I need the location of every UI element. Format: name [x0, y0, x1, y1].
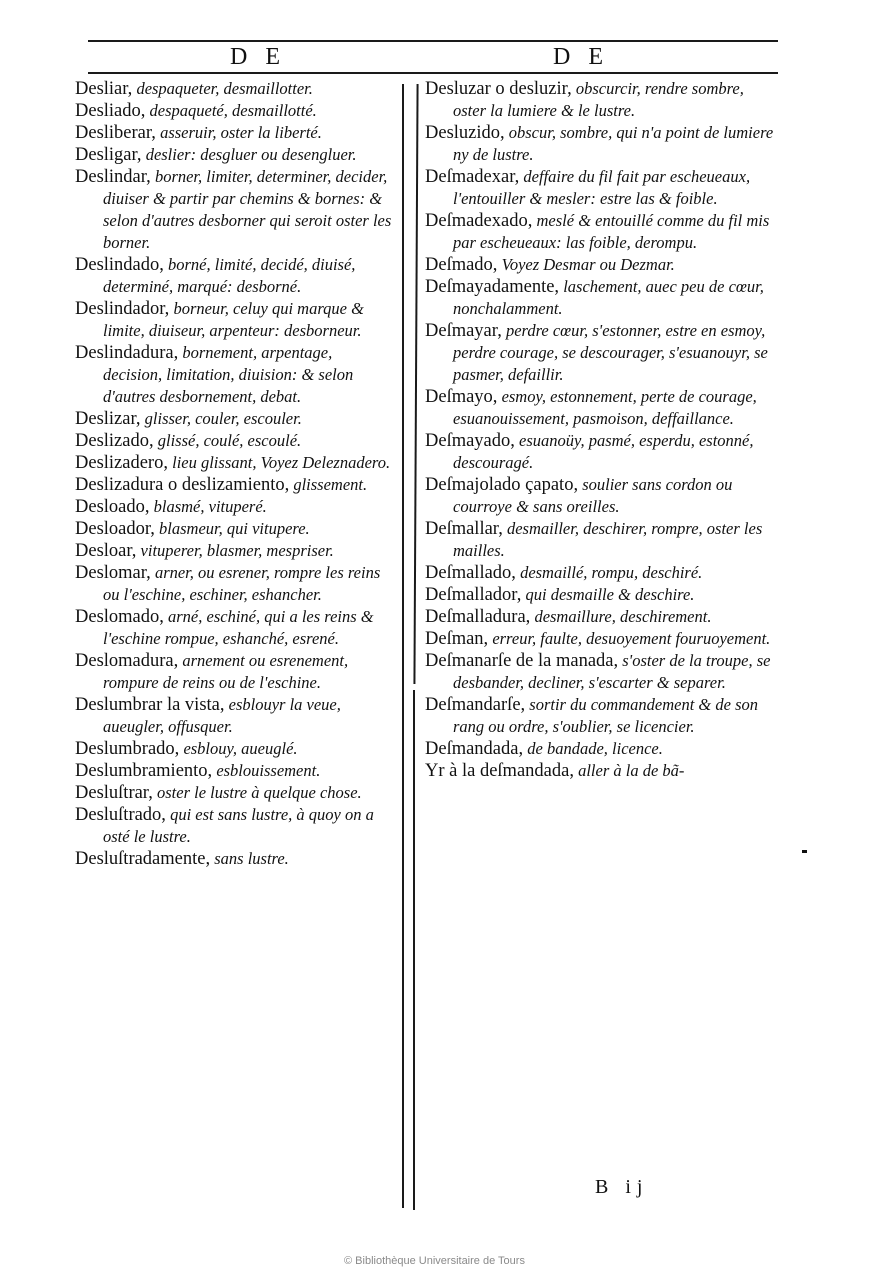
- entry-headword: Deſmadexar,: [425, 167, 520, 187]
- entry-headword: Deſmajolado çapato,: [425, 475, 579, 495]
- entry-headword: Deslizadero,: [75, 453, 168, 473]
- entry-definition: de bandade, licence.: [523, 739, 663, 758]
- entry-definition: sans lustre.: [210, 849, 289, 868]
- dictionary-entry: [425, 562, 778, 584]
- dictionary-entry: [75, 496, 395, 518]
- dictionary-entry: [75, 782, 395, 804]
- entry-definition: erreur, faulte, desuoyement fouruoyement.: [488, 629, 771, 648]
- entry-definition: deslier: desgluer ou desengluer.: [141, 145, 357, 164]
- entry-headword: Deslindado,: [75, 255, 164, 275]
- entry-headword: Deſmandada,: [425, 739, 524, 759]
- entry-headword: Deſmadexado,: [425, 211, 533, 231]
- entry-headword: Desliado,: [75, 101, 146, 121]
- dictionary-entry: [425, 320, 778, 386]
- dictionary-entry: [425, 276, 778, 320]
- entry-headword: Deslizar,: [75, 409, 141, 429]
- entry-definition: qui est sans lustre, à quoy on a osté le lustre.: [103, 805, 374, 846]
- dictionary-entry: [425, 694, 778, 738]
- dictionary-entry: [425, 254, 778, 276]
- column-divider-inner-lower: [413, 690, 415, 1210]
- entry-headword: Deſman,: [425, 629, 489, 649]
- right-column: [425, 78, 778, 782]
- entry-headword: Desliberar,: [75, 123, 156, 143]
- dictionary-entry: [75, 804, 395, 848]
- entry-headword: Desloador,: [75, 519, 155, 539]
- entry-headword: Deſmayo,: [425, 387, 498, 407]
- entry-headword: Deſmalladura,: [425, 607, 531, 627]
- entry-definition: desmailler, deschirer, rompre, oster les mailles.: [453, 519, 763, 560]
- dictionary-entry: [75, 738, 395, 760]
- dictionary-entry: [425, 584, 778, 606]
- dictionary-entry: [75, 518, 395, 540]
- dictionary-entry: [425, 650, 778, 694]
- entry-definition: arné, eschiné, qui a les reins & l'eschine rompue, eshanché, esrené.: [103, 607, 374, 648]
- entry-headword: Deslomado,: [75, 607, 164, 627]
- entry-headword: Deslizadura o deslizamiento,: [75, 475, 290, 495]
- column-divider-outer: [402, 84, 404, 1208]
- entry-headword: Deſmallado,: [425, 563, 516, 583]
- entry-headword: Deslindar,: [75, 167, 151, 187]
- entry-definition: desmaillure, deschirement.: [530, 607, 712, 626]
- dictionary-entry: [425, 474, 778, 518]
- dictionary-entry: [75, 100, 395, 122]
- entry-definition: soulier sans cordon ou courroye & sans oreilles.: [453, 475, 733, 516]
- entry-definition: meslé & entouillé comme du fil mis par escheueaux: las foible, derompu.: [453, 211, 770, 252]
- entry-definition: qui desmaille & deschire.: [521, 585, 695, 604]
- entry-headword: Deslumbramiento,: [75, 761, 213, 781]
- dictionary-entry: [75, 474, 395, 496]
- entry-definition: laschement, auec peu de cœur, nonchalamment.: [453, 277, 764, 318]
- entry-headword: Deſmayar,: [425, 321, 502, 341]
- entry-headword: Deſmayadamente,: [425, 277, 560, 297]
- entry-definition: sortir du commandement & de son rang ou ordre, s'oublier, se licencier.: [453, 695, 758, 736]
- right-running-head: D E: [553, 44, 609, 70]
- dictionary-entry: [425, 166, 778, 210]
- dictionary-entry: [425, 518, 778, 562]
- entry-headword: Yr à la deſmandada,: [425, 761, 574, 781]
- entry-definition: oster le lustre à quelque chose.: [152, 783, 362, 802]
- dictionary-entry: [75, 760, 395, 782]
- entry-definition: arner, ou esrener, rompre les reins ou l'eschine, eschiner, eshancher.: [103, 563, 381, 604]
- entry-headword: Desloar,: [75, 541, 137, 561]
- entry-definition: blasmé, vituperé.: [149, 497, 267, 516]
- entry-headword: Desluſtrar,: [75, 783, 153, 803]
- entry-headword: Desluſtrado,: [75, 805, 166, 825]
- dictionary-entry: [75, 144, 395, 166]
- left-running-head: D E: [230, 44, 286, 70]
- entry-definition: despaqueter, desmaillotter.: [132, 79, 313, 98]
- entry-headword: Deslindador,: [75, 299, 170, 319]
- signature-mark: B ij: [595, 1176, 649, 1198]
- entry-definition: esmoy, estonnement, perte de courage, esuanouissement, pasmoison, deffaillance.: [453, 387, 757, 428]
- entry-headword: Deslizado,: [75, 431, 154, 451]
- entry-definition: arnement ou esrenement, rompure de reins ou de l'eschine.: [103, 651, 349, 692]
- entry-headword: Deſmado,: [425, 255, 498, 275]
- header-top-rule: [88, 40, 778, 42]
- dictionary-entry: [75, 452, 395, 474]
- left-column: [75, 78, 395, 870]
- entry-definition: obscur, sombre, qui n'a point de lumiere ny de lustre.: [453, 123, 774, 164]
- entry-headword: Deſmallador,: [425, 585, 522, 605]
- dictionary-entry: [75, 540, 395, 562]
- entry-headword: Desluſtradamente,: [75, 849, 211, 869]
- entry-headword: Deslomadura,: [75, 651, 179, 671]
- entry-headword: Desluzar o desluzir,: [425, 79, 572, 99]
- entry-definition: borné, limité, decidé, diuisé, determiné, marqué: desborné.: [103, 255, 356, 296]
- dictionary-entry: [75, 694, 395, 738]
- dictionary-entry: [75, 408, 395, 430]
- dictionary-entry: [425, 210, 778, 254]
- entry-headword: Desluzido,: [425, 123, 505, 143]
- dictionary-entry: [425, 628, 778, 650]
- entry-definition: vituperer, blasmer, mespriser.: [136, 541, 334, 560]
- dictionary-entry: [75, 166, 395, 254]
- entry-headword: Deſmanarſe de la manada,: [425, 651, 619, 671]
- dictionary-entry: [425, 738, 778, 760]
- entry-definition: borner, limiter, determiner, decider, diuiser & partir par chemins & bornes: & selon d'autres desborner qui seroit oster les borner.: [103, 167, 392, 252]
- entry-definition: blasmeur, qui vitupere.: [154, 519, 310, 538]
- entry-definition: deffaire du fil fait par escheueaux, l'entouiller & mesler: estre las & foible.: [453, 167, 751, 208]
- entry-definition: perdre cœur, s'estonner, estre en esmoy, perdre courage, se descourager, s'esuanouyr, se pasmer, defaillir.: [453, 321, 768, 384]
- entry-headword: Desloado,: [75, 497, 150, 517]
- dictionary-entry: [75, 122, 395, 144]
- entry-definition: bornement, arpentage, decision, limitation, diuision: & selon d'autres desbornement, debat.: [103, 343, 354, 406]
- entry-headword: Deslindadura,: [75, 343, 179, 363]
- entry-definition: glissé, coulé, escoulé.: [153, 431, 302, 450]
- entry-headword: Deſmandarſe,: [425, 695, 526, 715]
- entry-definition: borneur, celuy qui marque & limite, diuiseur, arpenteur: desborneur.: [103, 299, 364, 340]
- entry-definition: obscurcir, rendre sombre, oster la lumiere & le lustre.: [453, 79, 744, 120]
- entry-definition: esuanoüy, pasmé, esperdu, estonné, descouragé.: [453, 431, 754, 472]
- dictionary-entry: [75, 298, 395, 342]
- dictionary-entry: [425, 386, 778, 430]
- entry-definition: esblouissement.: [212, 761, 321, 780]
- entry-definition: asseruir, oster la liberté.: [155, 123, 322, 142]
- entry-headword: Desliar,: [75, 79, 133, 99]
- entry-definition: esblouyr la veue, aueugler, offusquer.: [103, 695, 341, 736]
- entry-definition: desmaillé, rompu, deschiré.: [515, 563, 703, 582]
- dictionary-entry: [425, 606, 778, 628]
- entry-definition: s'oster de la troupe, se desbander, decliner, s'escarter & separer.: [453, 651, 771, 692]
- dictionary-entry: [75, 430, 395, 452]
- entry-headword: Deſmallar,: [425, 519, 503, 539]
- entry-headword: Deslumbrar la vista,: [75, 695, 225, 715]
- entry-headword: Deslumbrado,: [75, 739, 180, 759]
- entry-definition: despaqueté, desmaillotté.: [145, 101, 317, 120]
- dictionary-entry: [75, 342, 395, 408]
- library-credit: © Bibliothèque Universitaire de Tours: [344, 1255, 525, 1267]
- entry-definition: aller à la de bã-: [573, 761, 685, 780]
- dictionary-entry: [75, 254, 395, 298]
- dictionary-entry: [425, 760, 778, 782]
- entry-definition: glissement.: [289, 475, 368, 494]
- entry-definition: lieu glissant, Voyez Deleznadero.: [167, 453, 391, 472]
- entry-headword: Deſmayado,: [425, 431, 515, 451]
- entry-definition: esblouy, aueuglé.: [179, 739, 298, 758]
- dictionary-entry: [425, 78, 778, 122]
- dictionary-entry: [75, 606, 395, 650]
- dictionary-entry: [425, 122, 778, 166]
- dictionary-entry: [75, 848, 395, 870]
- entry-headword: Deslomar,: [75, 563, 151, 583]
- dictionary-entry: [75, 562, 395, 606]
- header-bottom-rule: [88, 72, 778, 74]
- column-divider-inner-upper: [413, 84, 418, 684]
- dictionary-entry: [75, 650, 395, 694]
- entry-definition: glisser, couler, escouler.: [140, 409, 302, 428]
- entry-definition: Voyez Desmar ou Dezmar.: [497, 255, 675, 274]
- ink-speck: [802, 850, 807, 853]
- entry-headword: Desligar,: [75, 145, 142, 165]
- dictionary-entry: [425, 430, 778, 474]
- dictionary-entry: [75, 78, 395, 100]
